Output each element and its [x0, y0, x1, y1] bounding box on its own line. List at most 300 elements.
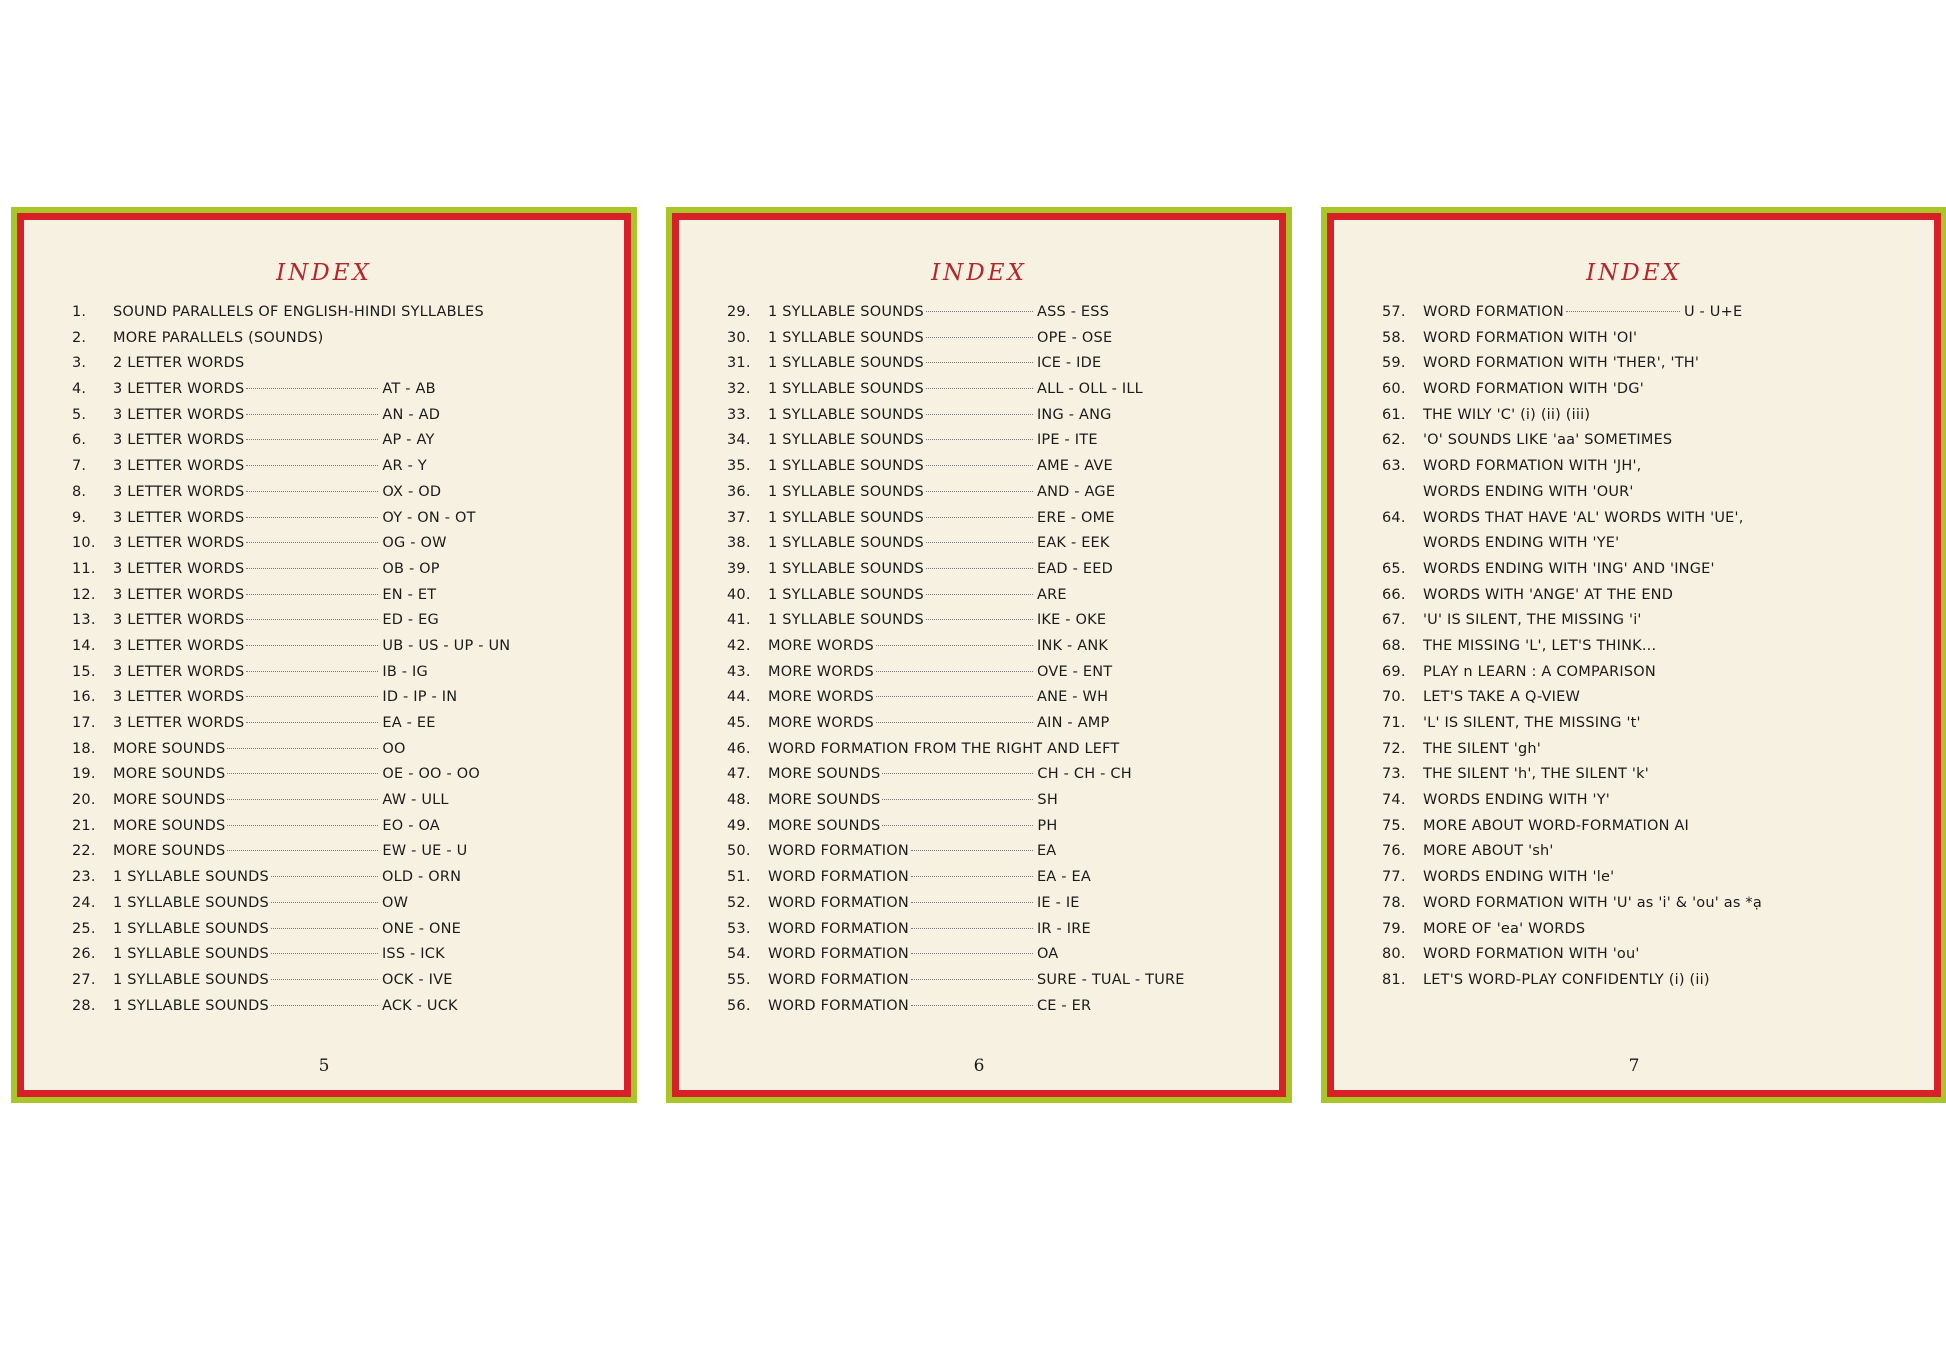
index-entry: [72, 458, 614, 484]
dot-leader: [911, 953, 1033, 954]
index-entry: [727, 843, 1269, 869]
entry-label: LET'S WORD-PLAY CONFIDENTLY (i) (ii): [1423, 971, 1710, 988]
index-entry: [1382, 561, 1924, 587]
entry-label: MORE SOUNDS: [768, 817, 881, 834]
page-title: INDEX: [276, 260, 372, 286]
entry-number: 10.: [72, 535, 96, 552]
index-entry: [72, 689, 614, 715]
dot-leader: [876, 722, 1033, 723]
entry-label: SOUND PARALLELS OF ENGLISH-HINDI SYLLABLES: [113, 304, 484, 320]
entry-number: 11.: [72, 560, 96, 577]
index-page-1: [11, 207, 637, 1103]
index-page-2: [666, 207, 1292, 1103]
entry-number: 33.: [727, 406, 751, 423]
index-entry: [72, 330, 614, 356]
entry-sounds: ANE - WH: [1036, 689, 1109, 706]
entry-number: 23.: [72, 869, 96, 886]
dot-leader: [926, 568, 1033, 569]
entry-number: 18.: [72, 740, 96, 757]
entry-number: 59.: [1382, 355, 1406, 372]
index-entry: [727, 792, 1269, 818]
entry-number: 49.: [727, 817, 751, 834]
index-entry: [727, 381, 1269, 407]
entry-label: MORE ABOUT WORD-FORMATION AI: [1423, 817, 1690, 834]
entry-sounds: ARE: [1036, 586, 1067, 603]
index-entry: [1382, 587, 1924, 613]
index-entry: [727, 921, 1269, 947]
dot-leader: [246, 439, 378, 440]
index-entry: [1382, 407, 1924, 433]
entry-sounds: OA: [1036, 946, 1059, 963]
entry-label: 3 LETTER WORDS: [113, 612, 245, 629]
index-entry: [72, 304, 614, 330]
index-entry: [1382, 432, 1924, 458]
entry-label: 1 SYLLABLE SOUNDS: [768, 406, 924, 423]
entry-sounds: AIN - AMP: [1036, 715, 1110, 731]
entry-label: 3 LETTER WORDS: [113, 483, 245, 500]
entry-number: 54.: [727, 946, 751, 963]
entry-label: WORDS ENDING WITH 'ING' AND 'INGE': [1423, 560, 1715, 577]
dot-leader: [911, 850, 1033, 851]
entry-sounds: OW: [381, 894, 409, 911]
entry-number: 50.: [727, 843, 751, 860]
dot-leader: [882, 773, 1033, 774]
dot-leader: [876, 696, 1033, 697]
entry-label: 3 LETTER WORDS: [113, 637, 245, 654]
entry-number: 2.: [72, 329, 87, 346]
entry-sounds: U - U+E: [1683, 304, 1743, 320]
entry-sounds: EN - ET: [382, 586, 437, 603]
page-frame: [672, 213, 1286, 1097]
dot-leader: [911, 979, 1033, 980]
index-entry: [727, 407, 1269, 433]
index-entry: [72, 561, 614, 587]
entry-number: 56.: [727, 997, 751, 1014]
entry-number: 5.: [72, 406, 87, 423]
entry-label: WORD FORMATION: [768, 946, 909, 963]
entry-sounds: EAK - EEK: [1036, 535, 1110, 552]
dot-leader: [882, 799, 1033, 800]
entry-number: 48.: [727, 792, 751, 809]
entry-number: 22.: [72, 843, 96, 860]
dot-leader: [246, 491, 378, 492]
index-entry: [72, 741, 614, 767]
entry-label: WORD FORMATION: [768, 997, 909, 1014]
entry-number: 45.: [727, 715, 751, 731]
entry-number: 69.: [1382, 663, 1406, 680]
entry-label: 1 SYLLABLE SOUNDS: [768, 535, 924, 552]
entry-label: WORD FORMATION: [768, 869, 909, 886]
index-entry: [1382, 869, 1924, 895]
entry-sounds: ACK - UCK: [381, 997, 458, 1014]
entry-sounds: SH: [1037, 792, 1058, 809]
index-entry: [727, 818, 1269, 844]
entry-sounds: OO: [382, 740, 406, 757]
dot-leader: [246, 568, 378, 569]
entry-number: 57.: [1382, 304, 1406, 320]
dot-leader: [926, 594, 1033, 595]
dot-leader: [926, 362, 1033, 363]
index-entry: [72, 407, 614, 433]
index-entry: [727, 998, 1269, 1024]
index-entry: [1382, 766, 1924, 792]
entry-label: 2 LETTER WORDS: [113, 355, 245, 372]
entry-number: 52.: [727, 894, 751, 911]
entry-number: 36.: [727, 483, 751, 500]
index-entry: [72, 510, 614, 536]
dot-leader: [227, 825, 378, 826]
page-frame: [1327, 213, 1941, 1097]
dot-leader: [227, 748, 378, 749]
entry-sounds: OLD - ORN: [381, 869, 462, 886]
entry-label: 3 LETTER WORDS: [113, 381, 245, 398]
dot-leader: [246, 671, 378, 672]
entry-number: 68.: [1382, 637, 1406, 654]
index-entry: [72, 664, 614, 690]
index-entry: [72, 818, 614, 844]
entry-number: 71.: [1382, 715, 1406, 731]
dot-leader: [926, 517, 1033, 518]
entry-label: 'L' IS SILENT, THE MISSING 't': [1423, 715, 1641, 731]
dot-leader: [882, 825, 1033, 826]
dot-leader: [246, 645, 378, 646]
index-entry: [1382, 792, 1924, 818]
entry-label: 3 LETTER WORDS: [113, 586, 245, 603]
index-entry: [1382, 689, 1924, 715]
entry-number: 12.: [72, 586, 96, 603]
dot-leader: [246, 594, 378, 595]
index-entry: [72, 381, 614, 407]
index-entry: [1382, 741, 1924, 767]
entry-number: 42.: [727, 637, 751, 654]
dot-leader: [926, 439, 1033, 440]
dot-leader: [926, 337, 1033, 338]
dot-leader: [926, 619, 1033, 620]
dot-leader: [246, 414, 378, 415]
index-entry: [72, 869, 614, 895]
entry-label: WORD FORMATION WITH 'THER', 'TH': [1423, 355, 1700, 372]
entry-label: WORDS THAT HAVE 'AL' WORDS WITH 'UE',: [1423, 509, 1744, 526]
entry-label: MORE WORDS: [768, 689, 874, 706]
entry-number: 16.: [72, 689, 96, 706]
entry-number: 17.: [72, 715, 96, 731]
index-entry: [727, 304, 1269, 330]
entry-sounds: CE - ER: [1036, 997, 1092, 1014]
entry-sounds: ONE - ONE: [381, 920, 462, 937]
entry-sounds: ED - EG: [382, 612, 439, 629]
entry-label: MORE SOUNDS: [113, 792, 226, 809]
entry-sounds: PH: [1037, 817, 1058, 834]
index-entry: [72, 715, 614, 741]
entry-number: 32.: [727, 381, 751, 398]
entry-label: MORE ABOUT 'sh': [1423, 843, 1554, 860]
index-entry: [72, 946, 614, 972]
entry-label: MORE PARALLELS (SOUNDS): [113, 329, 324, 346]
entry-label: 1 SYLLABLE SOUNDS: [113, 997, 269, 1014]
entry-label: WORDS ENDING WITH 'YE': [1423, 535, 1620, 552]
entry-sounds: OY - ON - OT: [382, 509, 476, 526]
entry-number: 61.: [1382, 406, 1406, 423]
dot-leader: [246, 542, 378, 543]
entry-number: 76.: [1382, 843, 1406, 860]
dot-leader: [926, 491, 1033, 492]
dot-leader: [926, 388, 1033, 389]
entry-sounds: IR - IRE: [1036, 920, 1091, 937]
dot-leader: [271, 953, 378, 954]
index-entry: [1382, 921, 1924, 947]
entry-label: PLAY n LEARN : A COMPARISON: [1423, 663, 1656, 680]
entry-number: 13.: [72, 612, 96, 629]
entry-number: 25.: [72, 920, 96, 937]
index-entry: [1382, 818, 1924, 844]
entry-label: MORE WORDS: [768, 715, 874, 731]
index-entry: [727, 612, 1269, 638]
index-entry: [727, 330, 1269, 356]
entry-number: 65.: [1382, 560, 1406, 577]
index-entry: [72, 843, 614, 869]
entry-label: WORD FORMATION WITH 'ou': [1423, 946, 1640, 963]
index-entry: [72, 432, 614, 458]
entry-sounds: OX - OD: [382, 483, 442, 500]
entry-label: MORE SOUNDS: [113, 843, 226, 860]
entry-number: 6.: [72, 432, 87, 449]
entry-number: 44.: [727, 689, 751, 706]
index-entry: [727, 458, 1269, 484]
index-entry: [72, 998, 614, 1024]
entry-sounds: ID - IP - IN: [382, 689, 458, 706]
index-entry: [727, 972, 1269, 998]
entry-sounds: ALL - OLL - ILL: [1036, 381, 1143, 398]
entry-label: MORE OF 'ea' WORDS: [1423, 920, 1586, 937]
entry-label: WORD FORMATION: [1423, 304, 1564, 320]
entry-sounds: IKE - OKE: [1036, 612, 1107, 629]
entry-label: WORDS ENDING WITH 'Y': [1423, 792, 1610, 809]
entry-label: 3 LETTER WORDS: [113, 406, 245, 423]
entry-label: 1 SYLLABLE SOUNDS: [113, 920, 269, 937]
index-entry: [727, 869, 1269, 895]
entry-sounds: EO - OA: [382, 817, 440, 834]
entry-sounds: EW - UE - U: [382, 843, 468, 860]
entry-sounds: AME - AVE: [1036, 458, 1113, 475]
entry-number: 78.: [1382, 894, 1406, 911]
entry-number: 24.: [72, 894, 96, 911]
entry-number: 29.: [727, 304, 751, 320]
entry-sounds: ERE - OME: [1036, 509, 1115, 526]
entry-label: MORE SOUNDS: [768, 766, 881, 783]
entry-number: 41.: [727, 612, 751, 629]
entry-number: 72.: [1382, 740, 1406, 757]
index-entry: [72, 638, 614, 664]
index-entry: [72, 484, 614, 510]
page-frame: [17, 213, 631, 1097]
entry-number: 21.: [72, 817, 96, 834]
entry-label: THE WILY 'C' (i) (ii) (iii): [1423, 406, 1591, 423]
entry-sounds: OVE - ENT: [1036, 663, 1113, 680]
entry-number: 58.: [1382, 329, 1406, 346]
index-entry: [727, 432, 1269, 458]
entry-label: 1 SYLLABLE SOUNDS: [768, 458, 924, 475]
entry-number: 64.: [1382, 509, 1406, 526]
entry-number: 1.: [72, 304, 87, 320]
index-entry: [727, 946, 1269, 972]
entry-label: 3 LETTER WORDS: [113, 432, 245, 449]
entry-label: 3 LETTER WORDS: [113, 715, 245, 731]
entry-label: 1 SYLLABLE SOUNDS: [768, 586, 924, 603]
entry-sounds: ASS - ESS: [1036, 304, 1110, 320]
index-entry: [1382, 664, 1924, 690]
index-entry: [72, 535, 614, 561]
dot-leader: [911, 876, 1033, 877]
entry-label: MORE SOUNDS: [768, 792, 881, 809]
entry-label: WORD FORMATION: [768, 920, 909, 937]
index-entry: [1382, 535, 1924, 561]
entry-label: 1 SYLLABLE SOUNDS: [768, 560, 924, 577]
entry-label: WORD FORMATION: [768, 971, 909, 988]
dot-leader: [1566, 311, 1680, 312]
entry-sounds: OPE - OSE: [1036, 329, 1113, 346]
entry-sounds: OE - OO - OO: [382, 766, 480, 783]
dot-leader: [246, 517, 378, 518]
entry-number: 26.: [72, 946, 96, 963]
index-entry: [1382, 638, 1924, 664]
index-entry: [727, 766, 1269, 792]
index-entry: [1382, 843, 1924, 869]
entry-sounds: ISS - ICK: [381, 946, 445, 963]
entry-sounds: AW - ULL: [382, 792, 449, 809]
entry-label: WORD FORMATION WITH 'JH',: [1423, 458, 1642, 475]
entry-number: 81.: [1382, 971, 1406, 988]
index-entry: [72, 895, 614, 921]
entry-number: 35.: [727, 458, 751, 475]
entry-label: 3 LETTER WORDS: [113, 663, 245, 680]
entry-number: 55.: [727, 971, 751, 988]
entry-sounds: AT - AB: [382, 381, 436, 398]
entry-label: 1 SYLLABLE SOUNDS: [113, 971, 269, 988]
entry-label: WORD FORMATION WITH 'OI': [1423, 329, 1638, 346]
entry-number: 15.: [72, 663, 96, 680]
entry-sounds: ICE - IDE: [1036, 355, 1102, 372]
entry-number: 40.: [727, 586, 751, 603]
index-entry: [72, 921, 614, 947]
index-list: [1382, 304, 1924, 998]
entry-number: 60.: [1382, 381, 1406, 398]
entry-label: MORE SOUNDS: [113, 817, 226, 834]
dot-leader: [271, 928, 378, 929]
index-entry: [1382, 715, 1924, 741]
entry-number: 46.: [727, 740, 751, 757]
entry-number: 79.: [1382, 920, 1406, 937]
index-entry: [1382, 510, 1924, 536]
page-number: 5: [318, 1056, 330, 1076]
index-entry: [72, 587, 614, 613]
index-entry: [1382, 612, 1924, 638]
dot-leader: [911, 1005, 1033, 1006]
entry-number: 77.: [1382, 869, 1406, 886]
index-list: [727, 304, 1269, 1023]
dot-leader: [246, 465, 378, 466]
index-entry: [727, 689, 1269, 715]
index-entry: [1382, 484, 1924, 510]
entry-sounds: EA: [1036, 843, 1057, 860]
index-entry: [72, 792, 614, 818]
entry-sounds: EA - EE: [382, 715, 436, 731]
entry-sounds: IE - IE: [1036, 894, 1080, 911]
entry-label: 'U' IS SILENT, THE MISSING 'i': [1423, 612, 1642, 629]
entry-number: 37.: [727, 509, 751, 526]
index-entry: [72, 355, 614, 381]
index-entry: [72, 972, 614, 998]
entry-sounds: AN - AD: [382, 406, 441, 423]
dot-leader: [246, 619, 378, 620]
entry-label: WORD FORMATION WITH 'DG': [1423, 381, 1644, 398]
index-entry: [1382, 458, 1924, 484]
entry-label: 1 SYLLABLE SOUNDS: [768, 381, 924, 398]
index-entry: [1382, 946, 1924, 972]
dot-leader: [271, 979, 378, 980]
entry-label: MORE WORDS: [768, 663, 874, 680]
index-list: [72, 304, 614, 1023]
index-entry: [727, 484, 1269, 510]
entry-label: 'O' SOUNDS LIKE 'aa' SOMETIMES: [1423, 432, 1673, 449]
entry-label: 1 SYLLABLE SOUNDS: [768, 483, 924, 500]
dot-leader: [911, 902, 1033, 903]
entry-number: 63.: [1382, 458, 1406, 475]
index-page-3: [1321, 207, 1946, 1103]
index-entry: [1382, 895, 1924, 921]
entry-label: LET'S TAKE A Q-VIEW: [1423, 689, 1581, 706]
dot-leader: [926, 542, 1033, 543]
entry-number: 7.: [72, 458, 87, 475]
index-entry: [727, 587, 1269, 613]
entry-label: 1 SYLLABLE SOUNDS: [768, 612, 924, 629]
entry-number: 4.: [72, 381, 87, 398]
dot-leader: [227, 773, 378, 774]
dot-leader: [911, 928, 1033, 929]
entry-label: 3 LETTER WORDS: [113, 509, 245, 526]
index-entry: [727, 638, 1269, 664]
entry-sounds: OB - OP: [382, 560, 440, 577]
dot-leader: [876, 671, 1033, 672]
dot-leader: [227, 850, 378, 851]
entry-label: 1 SYLLABLE SOUNDS: [768, 329, 924, 346]
entry-label: THE SILENT 'h', THE SILENT 'k': [1423, 766, 1649, 783]
index-entry: [727, 535, 1269, 561]
entry-sounds: EAD - EED: [1036, 560, 1113, 577]
entry-label: 1 SYLLABLE SOUNDS: [113, 894, 269, 911]
entry-number: 47.: [727, 766, 751, 783]
entry-label: 3 LETTER WORDS: [113, 535, 245, 552]
page-number: 6: [973, 1056, 985, 1076]
entry-label: 3 LETTER WORDS: [113, 560, 245, 577]
index-entry: [727, 355, 1269, 381]
dot-leader: [271, 1005, 378, 1006]
page-title: INDEX: [931, 260, 1027, 286]
dot-leader: [246, 696, 378, 697]
entry-number: 67.: [1382, 612, 1406, 629]
entry-number: 80.: [1382, 946, 1406, 963]
index-entry: [727, 741, 1269, 767]
dot-leader: [926, 311, 1033, 312]
dot-leader: [246, 722, 378, 723]
entry-number: 62.: [1382, 432, 1406, 449]
entry-label: WORDS WITH 'ANGE' AT THE END: [1423, 586, 1674, 603]
entry-sounds: OG - OW: [382, 535, 447, 552]
index-entry: [72, 612, 614, 638]
index-entry: [1382, 355, 1924, 381]
entry-sounds: IB - IG: [382, 663, 428, 680]
entry-label: 1 SYLLABLE SOUNDS: [768, 509, 924, 526]
entry-sounds: ING - ANG: [1036, 406, 1112, 423]
